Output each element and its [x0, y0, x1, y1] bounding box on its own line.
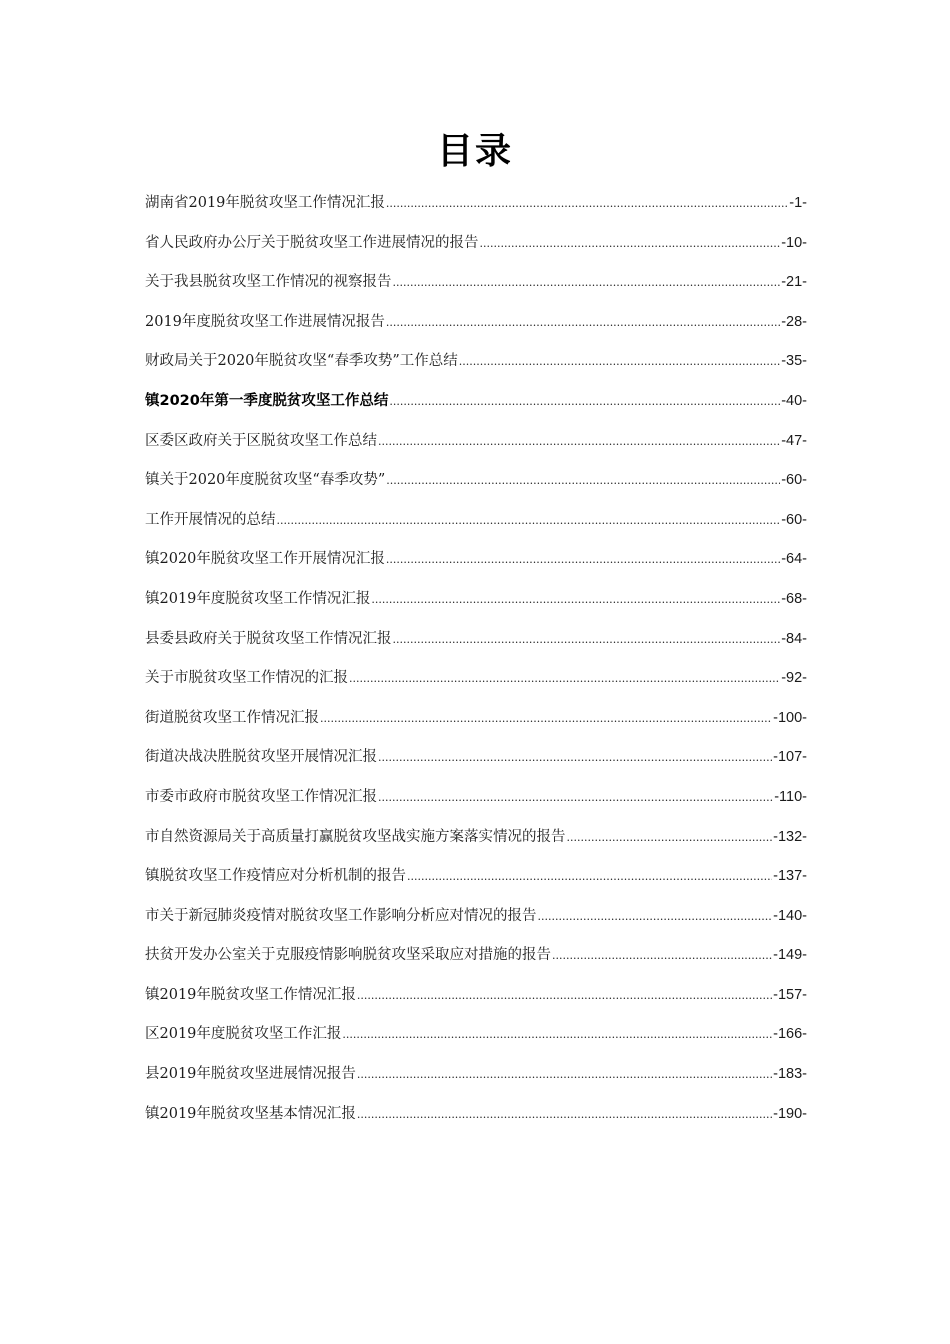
toc-entry-title: 镇2019年脱贫攻坚基本情况汇报	[145, 1105, 356, 1122]
toc-entry-title: 街道脱贫攻坚工作情况汇报	[145, 709, 319, 726]
toc-entry-title: 关于市脱贫攻坚工作情况的汇报	[145, 670, 348, 687]
toc-dot-leader	[552, 942, 772, 970]
toc-entry[interactable]	[145, 347, 807, 387]
toc-entry-page-number: -137-	[773, 868, 807, 885]
toc-entry[interactable]	[145, 229, 807, 269]
toc-dot-leader	[386, 546, 780, 574]
toc-entry-title: 镇2020年脱贫攻坚工作开展情况汇报	[145, 551, 385, 568]
toc-entry-page-number: -140-	[773, 907, 807, 924]
toc-entry-title: 县2019年脱贫攻坚进展情况报告	[145, 1066, 356, 1083]
toc-entry-page-number: -84-	[781, 630, 807, 647]
toc-entry-page-number: -107-	[773, 749, 807, 766]
toc-entry[interactable]	[145, 1060, 807, 1100]
toc-entry-title: 市关于新冠肺炎疫情对脱贫攻坚工作影响分析应对情况的报告	[145, 907, 537, 924]
toc-dot-leader	[277, 507, 781, 535]
toc-entry-title: 工作开展情况的总结	[145, 511, 276, 528]
toc-dot-leader	[386, 190, 788, 218]
toc-entry-title: 区2019年度脱贫攻坚工作汇报	[145, 1026, 342, 1043]
toc-dot-leader	[342, 1021, 772, 1049]
toc-entry-page-number: -10-	[781, 234, 807, 251]
toc-entry-title: 街道决战决胜脱贫攻坚开展情况汇报	[145, 749, 377, 766]
toc-entry[interactable]	[145, 862, 807, 902]
toc-entry-page-number: -110-	[774, 788, 807, 805]
toc-entry-title: 镇关于2020年度脱贫攻坚“春季攻势”	[145, 472, 386, 489]
toc-entry[interactable]	[145, 941, 807, 981]
toc-title: 目录	[436, 131, 513, 172]
toc-entry[interactable]	[145, 1020, 807, 1060]
toc-entry[interactable]	[145, 664, 807, 704]
toc-dot-leader	[567, 824, 773, 852]
toc-dot-leader	[407, 863, 772, 891]
toc-entry[interactable]	[145, 585, 807, 625]
toc-entry[interactable]	[145, 783, 807, 823]
toc-entry[interactable]	[145, 625, 807, 665]
toc-entry[interactable]	[145, 308, 807, 348]
toc-entry[interactable]	[145, 743, 807, 783]
toc-dot-leader	[386, 467, 780, 495]
toc-entry[interactable]	[145, 506, 807, 546]
toc-dot-leader	[320, 705, 772, 733]
toc-dot-leader	[378, 428, 780, 456]
toc-dot-leader	[393, 626, 781, 654]
toc-dot-leader	[357, 1101, 772, 1129]
toc-entry[interactable]	[145, 189, 807, 229]
toc-entry-title: 市委市政府市脱贫攻坚工作情况汇报	[145, 788, 377, 805]
toc-entry[interactable]	[145, 268, 807, 308]
toc-entry-page-number: -47-	[781, 432, 807, 449]
toc-entry[interactable]	[145, 466, 807, 506]
toc-dot-leader	[349, 665, 780, 693]
toc-entry-page-number: -60-	[781, 472, 807, 489]
toc-entry-title: 扶贫开发办公室关于克服疫情影响脱贫攻坚采取应对措施的报告	[145, 947, 551, 964]
toc-entry-title: 区委区政府关于区脱贫攻坚工作总结	[145, 432, 377, 449]
toc-entry-page-number: -35-	[781, 353, 807, 370]
toc-entry[interactable]	[145, 427, 807, 467]
toc-entry-page-number: -64-	[781, 551, 807, 568]
toc-dot-leader	[378, 784, 773, 812]
toc-dot-leader	[459, 348, 780, 376]
toc-dot-leader	[386, 309, 780, 337]
toc-entry-title: 县委县政府关于脱贫攻坚工作情况汇报	[145, 630, 392, 647]
toc-entry-page-number: -92-	[781, 670, 807, 687]
toc-entry-page-number: -60-	[781, 511, 807, 528]
toc-entry-page-number: -40-	[781, 392, 807, 409]
toc-entry[interactable]	[145, 981, 807, 1021]
toc-list	[145, 189, 807, 1139]
toc-entry-title: 镇脱贫攻坚工作疫情应对分析机制的报告	[145, 868, 406, 885]
toc-entry-page-number: -157-	[773, 986, 807, 1003]
toc-entry-title: 省人民政府办公厅关于脱贫攻坚工作进展情况的报告	[145, 234, 479, 251]
toc-entry-title: 2019年度脱贫攻坚工作进展情况报告	[145, 313, 385, 330]
toc-entry-page-number: -166-	[773, 1026, 807, 1043]
toc-entry-page-number: -149-	[773, 947, 807, 964]
toc-entry[interactable]	[145, 704, 807, 744]
toc-entry-page-number: -1-	[789, 195, 807, 211]
toc-entry-title: 关于我县脱贫攻坚工作情况的视察报告	[145, 274, 392, 291]
toc-dot-leader	[393, 269, 781, 297]
toc-entry-title: 镇2020年第一季度脱贫攻坚工作总结	[145, 392, 389, 409]
toc-entry[interactable]	[145, 545, 807, 585]
toc-entry-page-number: -190-	[773, 1105, 807, 1122]
toc-entry-page-number: -21-	[781, 274, 807, 291]
toc-entry-title: 财政局关于2020年脱贫攻坚“春季攻势”工作总结	[145, 353, 458, 370]
toc-entry[interactable]	[145, 387, 807, 427]
toc-entry-page-number: -132-	[773, 828, 807, 845]
toc-entry-title: 镇2019年脱贫攻坚工作情况汇报	[145, 986, 356, 1003]
toc-entry[interactable]	[145, 823, 807, 863]
toc-dot-leader	[371, 586, 780, 614]
toc-dot-leader	[357, 1061, 772, 1089]
toc-dot-leader	[389, 388, 780, 416]
toc-entry-title: 市自然资源局关于高质量打赢脱贫攻坚战实施方案落实情况的报告	[145, 828, 566, 845]
toc-entry-page-number: -100-	[773, 709, 807, 726]
toc-dot-leader	[480, 230, 781, 258]
toc-entry-title: 镇2019年度脱贫攻坚工作情况汇报	[145, 590, 371, 607]
toc-entry-title: 湖南省2019年脱贫攻坚工作情况汇报	[145, 195, 385, 211]
toc-dot-leader	[357, 982, 772, 1010]
toc-entry[interactable]	[145, 902, 807, 942]
toc-entry-page-number: -28-	[781, 313, 807, 330]
toc-entry[interactable]	[145, 1100, 807, 1140]
toc-dot-leader	[538, 903, 773, 931]
toc-dot-leader	[378, 744, 772, 772]
toc-entry-page-number: -183-	[773, 1066, 807, 1083]
toc-entry-page-number: -68-	[781, 590, 807, 607]
